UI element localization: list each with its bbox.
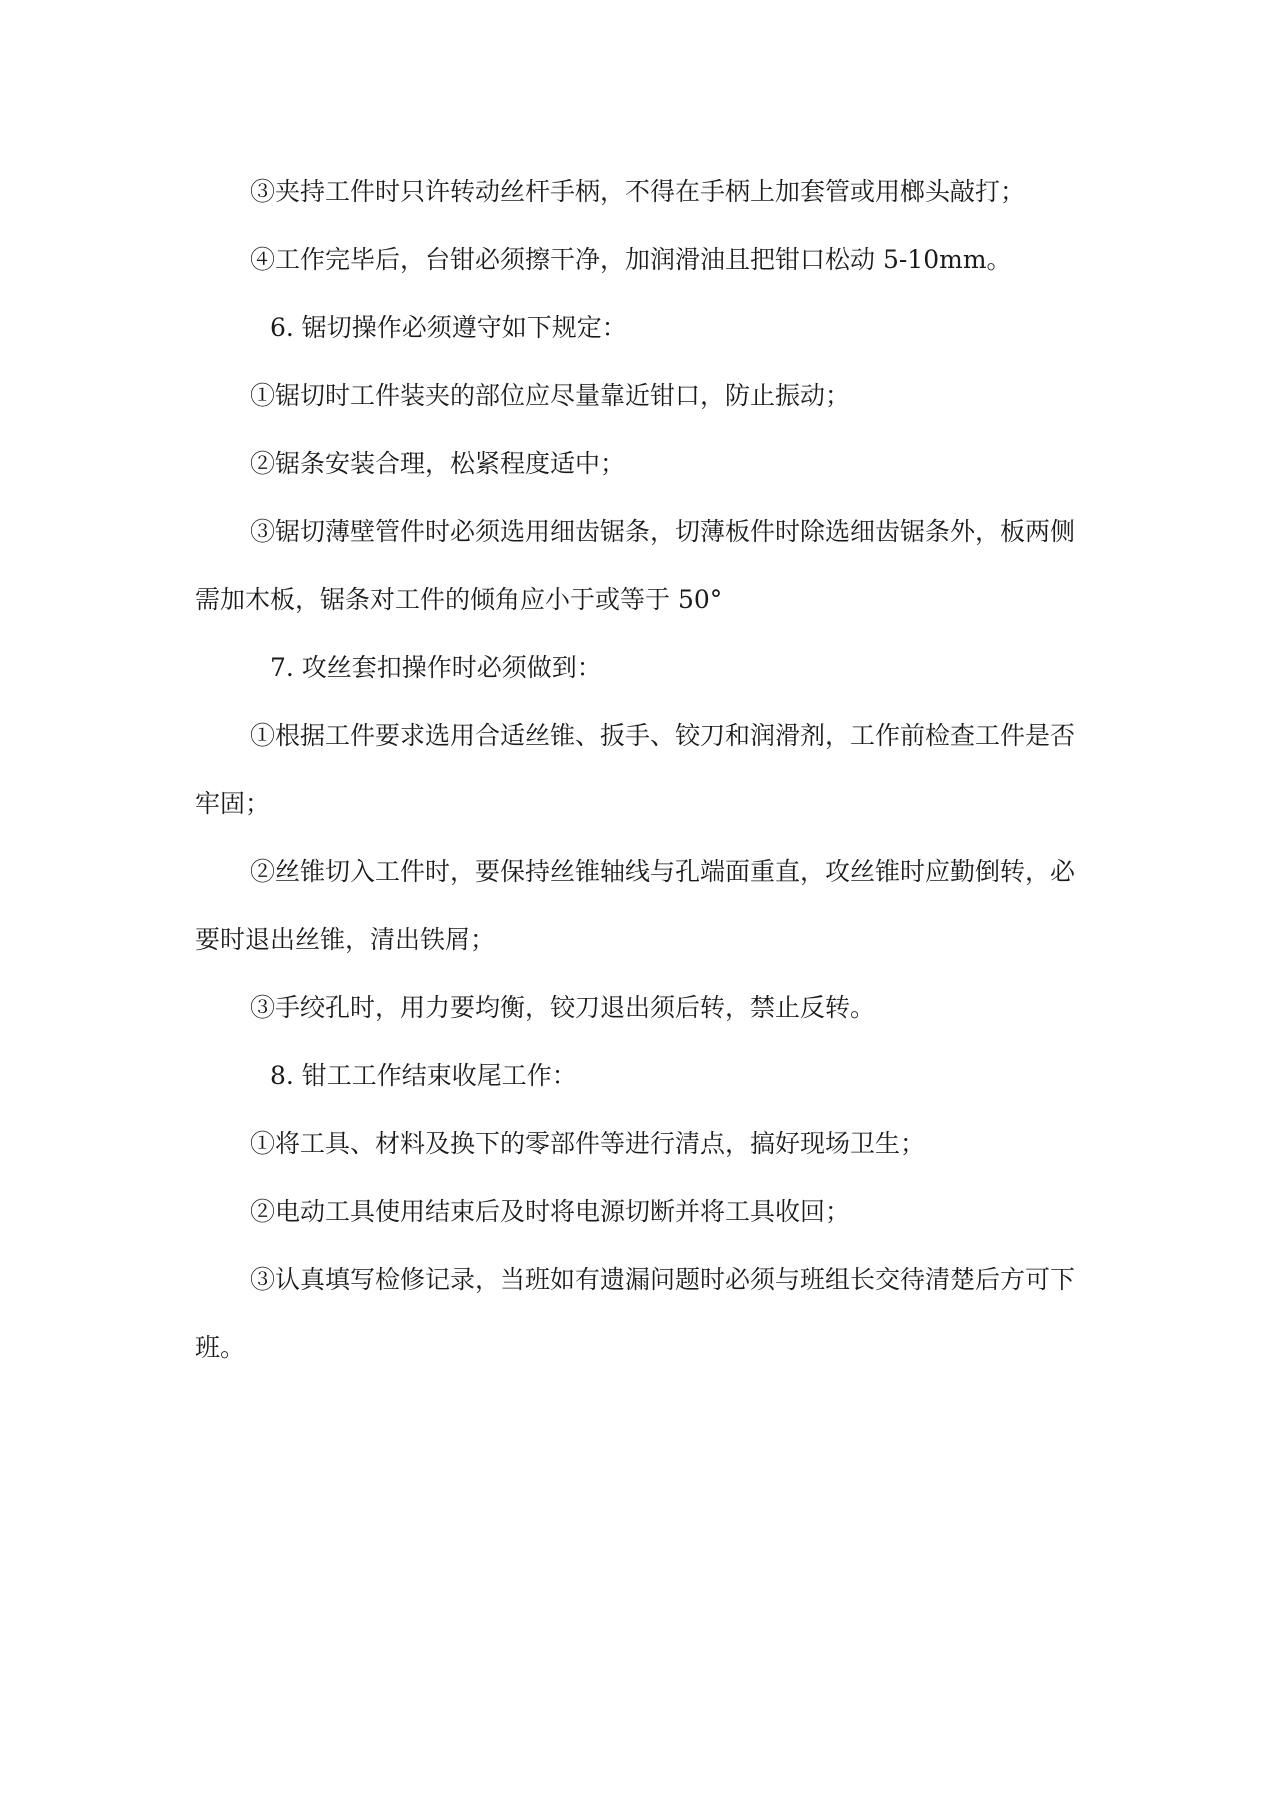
paragraph-thin-wall-sawing: ③锯切薄壁管件时必须选用细齿锯条，切薄板件时除选细齿锯条外，板两侧需加木板，锯条对工件的倾角应小于或等于 50° [195,517,1076,614]
heading-finishing-work: 8. 钳工工作结束收尾工作： [270,1061,577,1090]
paragraph-hand-reaming: ③手绞孔时，用力要均衡，铰刀退出须后转，禁止反转。 [250,993,876,1022]
paragraph-sawing-clamp: ①锯切时工件装夹的部位应尽量靠近钳口，防止振动； [250,381,851,410]
paragraph-tool-selection: ①根据工件要求选用合适丝锥、扳手、铰刀和润滑剂，工作前检查工件是否牢固； [195,721,1076,818]
paragraph-maintenance-record: ③认真填写检修记录，当班如有遗漏问题时必须与班组长交待清楚后方可下班。 [195,1265,1076,1362]
paragraph-tap-alignment: ②丝锥切入工件时，要保持丝锥轴线与孔端面重直，攻丝锥时应勤倒转，必要时退出丝锥，清出铁屑； [195,857,1076,954]
heading-tapping-rules: 7. 攻丝套扣操作时必须做到： [270,653,602,682]
paragraph-vise-handle: ③夹持工件时只许转动丝杆手柄，不得在手柄上加套管或用榔头敲打； [250,177,1026,206]
paragraph-power-tools: ②电动工具使用结束后及时将电源切断并将工具收回； [250,1197,851,1226]
paragraph-vise-cleanup: ④工作完毕后，台钳必须擦干净，加润滑油且把钳口松动 5-10mm。 [250,245,1012,274]
paragraph-inventory-cleanup: ①将工具、材料及换下的零部件等进行清点，搞好现场卫生； [250,1129,926,1158]
heading-sawing-rules: 6. 锯切操作必须遵守如下规定： [270,313,627,342]
paragraph-saw-blade-install: ②锯条安装合理，松紧程度适中； [250,449,626,478]
